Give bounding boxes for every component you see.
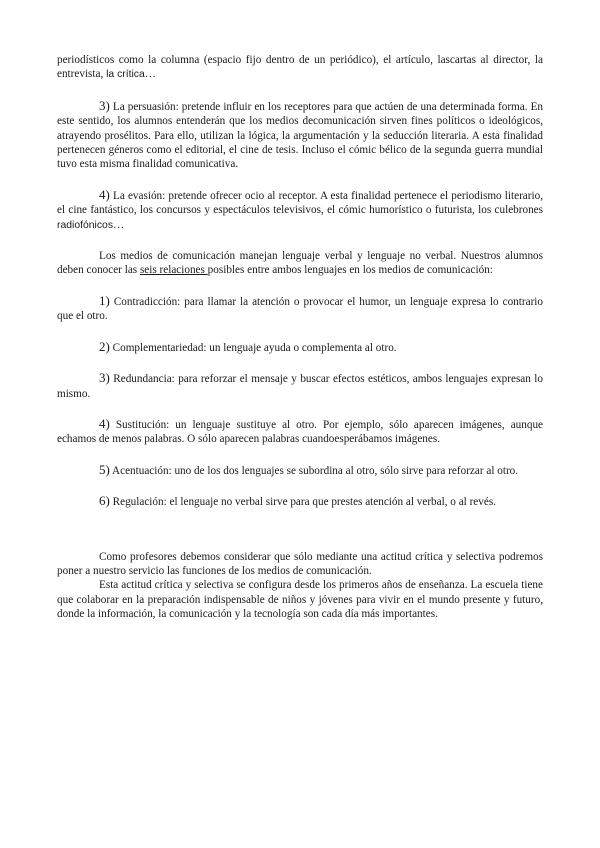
relation-text: Contradicción: para llamar la atención o provocar el humor, un lenguaje expresa lo contrario que el otro. — [57, 295, 543, 323]
paragraph-text: La evasión: pretende ofrecer ocio al receptor. A esta finalidad pertenece el periodismo literario, el cine fantástico, los concursos y espectáculos televisivos, el cómic humorístico o futurista, los culebrones — [57, 189, 543, 217]
paragraph-text: posibles entre ambos lenguajes en los medios de comunicación: — [207, 264, 493, 277]
paragraph-lenguajes — [57, 249, 543, 278]
item-number: 1) — [99, 292, 110, 308]
item-number: 3) — [99, 97, 110, 113]
relation-item — [57, 417, 543, 447]
paragraph-evasion — [57, 188, 543, 233]
item-number: 4) — [99, 415, 110, 431]
relation-text: Redundancia: para reforzar el mensaje y buscar efectos estéticos, ambos lenguajes expresan lo mismo. — [57, 373, 543, 400]
item-number: 5) — [99, 461, 110, 477]
item-number: 4) — [99, 186, 110, 202]
ellipsis: … — [144, 68, 156, 81]
paragraph-conclusion-2: Esta actitud crítica y selectiva se configura desde los primeros años de enseñanza. La escuela tiene que colaborar en la preparación indispensable de niños y jóvenes para vivir en el mundo presente y futuro, donde la información, la comunicación y la tecnología son cada día más importantes. — [57, 579, 543, 621]
paragraph-conclusion-1: Como profesores debemos considerar que sólo mediante una actitud crítica y selectiva podremos poner a nuestro servicio las funciones de los medios de comunicación. — [57, 550, 543, 577]
paragraph-text: periodísticos como la columna (espacio fijo dentro de un periódico), el artículo, lascartas al director, la entrevista, — [57, 54, 543, 81]
item-number: 2) — [99, 338, 110, 354]
underlined-phrase: seis relaciones — [139, 264, 208, 277]
paragraph-text: La persuasión: pretende influir en los receptores para que actúen de una determinada forma. En este sentido, los alumnos entenderán que los medios decomunicación sirven fines políticos o ideológicos, atrayendo prosélitos. Para ello, utilizan la lógica, la argumentación y la seducción literaria. A esta finalidad pertenecen géneros como el editorial, el cine de tesis. Incluso el cómic bélico de la segunda guerra mundial tuvo esta misma finalidad comunicativa. — [57, 100, 543, 171]
relation-item — [57, 294, 543, 324]
paragraph-text: Los medios de comunicación manejan lenguaje verbal y lenguaje no verbal. Nuestros alumnos deben conocer las — [57, 250, 543, 277]
item-number: 3) — [99, 370, 110, 386]
relation-item — [57, 463, 543, 478]
highlight-term: radiofónicos — [57, 219, 114, 231]
relation-item — [57, 371, 543, 401]
highlight-term: la crítica — [106, 69, 145, 81]
relation-text: Sustitución: un lenguaje sustituye al otro. Por ejemplo, sólo aparecen imágenes, aunque echamos de menos palabras. O sólo aparecen palabras cuandoesperábamos imágenes. — [57, 418, 543, 446]
item-number: 6) — [99, 493, 110, 509]
relation-text: Regulación: el lenguaje no verbal sirve para que prestes atención al verbal, o al revés. — [109, 496, 496, 509]
paragraph-persuasion — [57, 99, 543, 172]
paragraph-intro-continuation — [57, 53, 543, 83]
relation-item — [57, 340, 543, 355]
relation-item — [57, 494, 543, 509]
document-page — [57, 53, 543, 622]
relation-text: Complementariedad: un lenguaje ayuda o complementa al otro. — [109, 341, 397, 354]
relation-text: Acentuación: uno de los dos lenguajes se subordina al otro, sólo sirve para reforzar al otro. — [109, 464, 519, 477]
ellipsis: … — [113, 218, 125, 231]
